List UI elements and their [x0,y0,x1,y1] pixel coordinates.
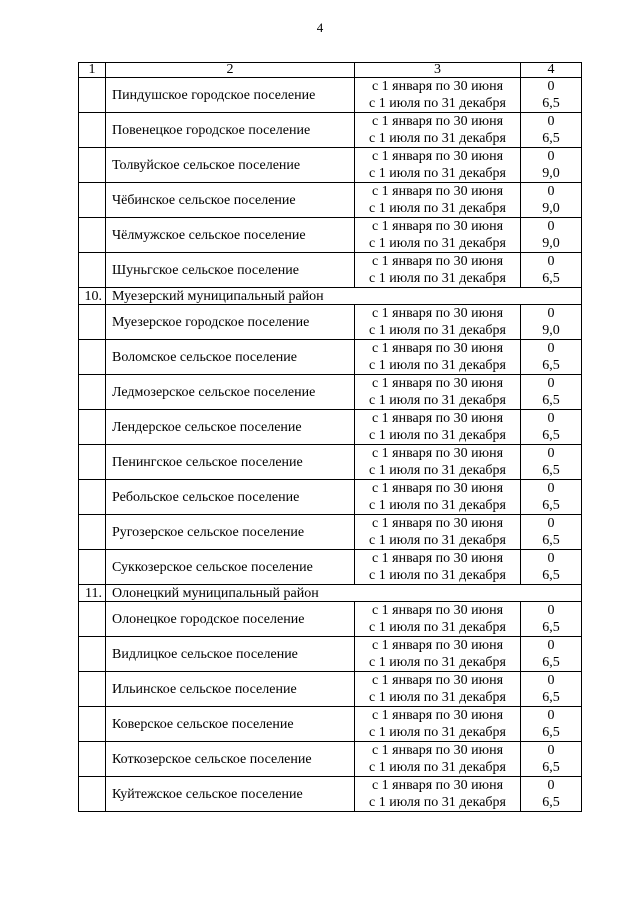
settlement-name: Чёбинское сельское поселение [106,183,355,218]
settlement-name: Чёлмужское сельское поселение [106,218,355,253]
period-cell [355,777,521,812]
column-header-2: 2 [106,63,355,78]
value-first-half: 0 [547,778,555,793]
table-body [79,63,582,812]
period-second-half: с 1 июля по 31 декабря [369,655,506,670]
row-number-cell [79,375,106,410]
period-first-half: с 1 января по 30 июня [371,254,504,269]
settlement-name: Муезерское городское поселение [106,305,355,340]
value-second-half: 6,5 [542,568,560,583]
row-number-cell [79,305,106,340]
value-first-half: 0 [547,743,555,758]
value-second-half: 6,5 [542,795,560,810]
row-number-cell [79,742,106,777]
row-number-cell [79,707,106,742]
value-second-half: 6,5 [542,725,560,740]
value-cell [521,777,582,812]
period-second-half: с 1 июля по 31 декабря [369,498,506,513]
value-second-half: 6,5 [542,620,560,635]
period-first-half: с 1 января по 30 июня [371,481,504,496]
value-cell [521,305,582,340]
value-cell [521,78,582,113]
period-first-half: с 1 января по 30 июня [371,114,504,129]
settlement-name: Ледмозерское сельское поселение [106,375,355,410]
period-cell [355,515,521,550]
value-second-half: 6,5 [542,428,560,443]
value-first-half: 0 [547,446,555,461]
row-number-cell [79,515,106,550]
settlement-name: Видлицкое сельское поселение [106,637,355,672]
table-row [79,218,582,253]
settlement-name: Олонецкое городское поселение [106,602,355,637]
value-second-half: 9,0 [542,236,560,251]
value-second-half: 6,5 [542,655,560,670]
settlement-name: Воломское сельское поселение [106,340,355,375]
settlement-name: Пенингское сельское поселение [106,445,355,480]
period-first-half: с 1 января по 30 июня [371,376,504,391]
district-number: 11. [79,585,106,602]
value-first-half: 0 [547,149,555,164]
column-header-4: 4 [521,63,582,78]
table-row [79,742,582,777]
period-second-half: с 1 июля по 31 декабря [369,568,506,583]
value-second-half: 6,5 [542,760,560,775]
row-number-cell [79,78,106,113]
value-second-half: 6,5 [542,96,560,111]
value-second-half: 6,5 [542,393,560,408]
value-first-half: 0 [547,411,555,426]
period-first-half: с 1 января по 30 июня [371,603,504,618]
page-number: 4 [316,20,324,35]
column-header-3: 3 [355,63,521,78]
table-row [79,253,582,288]
value-cell [521,602,582,637]
period-first-half: с 1 января по 30 июня [371,446,504,461]
period-second-half: с 1 июля по 31 декабря [369,393,506,408]
period-first-half: с 1 января по 30 июня [371,551,504,566]
column-header-1: 1 [79,63,106,78]
period-first-half: с 1 января по 30 июня [371,743,504,758]
value-first-half: 0 [547,341,555,356]
value-first-half: 0 [547,79,555,94]
period-second-half: с 1 июля по 31 декабря [369,96,506,111]
period-first-half: с 1 января по 30 июня [371,673,504,688]
value-second-half: 6,5 [542,131,560,146]
value-first-half: 0 [547,708,555,723]
row-number-cell [79,550,106,585]
row-number-cell [79,672,106,707]
period-cell [355,550,521,585]
table-row [79,340,582,375]
row-number-cell [79,445,106,480]
period-second-half: с 1 июля по 31 декабря [369,236,506,251]
table-row [79,480,582,515]
value-first-half: 0 [547,481,555,496]
settlement-name: Ругозерское сельское поселение [106,515,355,550]
period-first-half: с 1 января по 30 июня [371,79,504,94]
table-row [79,515,582,550]
value-first-half: 0 [547,516,555,531]
period-first-half: с 1 января по 30 июня [371,638,504,653]
value-first-half: 0 [547,184,555,199]
value-first-half: 0 [547,603,555,618]
period-first-half: с 1 января по 30 июня [371,708,504,723]
table-row [79,550,582,585]
settlement-name: Лендерское сельское поселение [106,410,355,445]
value-cell [521,637,582,672]
period-cell [355,113,521,148]
row-number-cell [79,253,106,288]
period-first-half: с 1 января по 30 июня [371,516,504,531]
period-second-half: с 1 июля по 31 декабря [369,428,506,443]
value-cell [521,445,582,480]
settlement-name: Повенецкое городское поселение [106,113,355,148]
value-cell [521,672,582,707]
value-cell [521,550,582,585]
row-number-cell [79,218,106,253]
table-row [79,183,582,218]
value-second-half: 9,0 [542,323,560,338]
value-first-half: 0 [547,376,555,391]
settlement-name: Шуньгское сельское поселение [106,253,355,288]
period-second-half: с 1 июля по 31 декабря [369,358,506,373]
period-second-half: с 1 июля по 31 декабря [369,131,506,146]
period-cell [355,672,521,707]
value-second-half: 6,5 [542,463,560,478]
value-cell [521,340,582,375]
value-cell [521,183,582,218]
period-second-half: с 1 июля по 31 декабря [369,795,506,810]
period-cell [355,253,521,288]
table-row [79,113,582,148]
value-first-half: 0 [547,306,555,321]
period-second-half: с 1 июля по 31 декабря [369,533,506,548]
row-number-cell [79,602,106,637]
row-number-cell [79,148,106,183]
row-number-cell [79,777,106,812]
row-number-cell [79,637,106,672]
period-cell [355,707,521,742]
table-row [79,410,582,445]
tariff-table [78,62,582,812]
value-second-half: 6,5 [542,533,560,548]
period-cell [355,148,521,183]
period-cell [355,602,521,637]
settlement-name: Коткозерское сельское поселение [106,742,355,777]
table-row [79,777,582,812]
table-row [79,445,582,480]
period-cell [355,410,521,445]
value-cell [521,148,582,183]
value-second-half: 6,5 [542,271,560,286]
table-row [79,672,582,707]
value-second-half: 6,5 [542,690,560,705]
value-cell [521,218,582,253]
period-second-half: с 1 июля по 31 декабря [369,760,506,775]
settlement-name: Ребольское сельское поселение [106,480,355,515]
value-cell [521,480,582,515]
value-second-half: 6,5 [542,358,560,373]
period-second-half: с 1 июля по 31 декабря [369,166,506,181]
value-cell [521,410,582,445]
value-cell [521,515,582,550]
district-row [79,288,582,305]
table-row [79,637,582,672]
period-cell [355,480,521,515]
row-number-cell [79,410,106,445]
settlement-name: Толвуйское сельское поселение [106,148,355,183]
period-second-half: с 1 июля по 31 декабря [369,463,506,478]
row-number-cell [79,480,106,515]
period-first-half: с 1 января по 30 июня [371,184,504,199]
period-second-half: с 1 июля по 31 декабря [369,690,506,705]
table-row [79,305,582,340]
district-name: Муезерский муниципальный район [106,288,582,305]
period-first-half: с 1 января по 30 июня [371,778,504,793]
value-cell [521,707,582,742]
period-first-half: с 1 января по 30 июня [371,149,504,164]
period-first-half: с 1 января по 30 июня [371,306,504,321]
value-first-half: 0 [547,551,555,566]
value-second-half: 9,0 [542,201,560,216]
value-first-half: 0 [547,673,555,688]
period-cell [355,375,521,410]
period-first-half: с 1 января по 30 июня [371,341,504,356]
value-first-half: 0 [547,114,555,129]
row-number-cell [79,183,106,218]
table-row [79,148,582,183]
period-first-half: с 1 января по 30 июня [371,219,504,234]
period-first-half: с 1 января по 30 июня [371,411,504,426]
settlement-name: Суккозерское сельское поселение [106,550,355,585]
period-cell [355,183,521,218]
period-cell [355,340,521,375]
district-name: Олонецкий муниципальный район [106,585,582,602]
value-cell [521,742,582,777]
value-first-half: 0 [547,638,555,653]
period-second-half: с 1 июля по 31 декабря [369,725,506,740]
period-second-half: с 1 июля по 31 декабря [369,271,506,286]
period-cell [355,78,521,113]
period-second-half: с 1 июля по 31 декабря [369,201,506,216]
settlement-name: Куйтежское сельское поселение [106,777,355,812]
settlement-name: Пиндушское городское поселение [106,78,355,113]
period-cell [355,445,521,480]
table-row [79,707,582,742]
value-cell [521,113,582,148]
table-row [79,602,582,637]
value-first-half: 0 [547,254,555,269]
period-cell [355,218,521,253]
period-second-half: с 1 июля по 31 декабря [369,620,506,635]
period-second-half: с 1 июля по 31 декабря [369,323,506,338]
table-row [79,375,582,410]
row-number-cell [79,340,106,375]
settlement-name: Коверское сельское поселение [106,707,355,742]
value-first-half: 0 [547,219,555,234]
period-cell [355,742,521,777]
row-number-cell [79,113,106,148]
settlement-name: Ильинское сельское поселение [106,672,355,707]
value-second-half: 9,0 [542,166,560,181]
period-cell [355,637,521,672]
period-cell [355,305,521,340]
value-cell [521,253,582,288]
table-header-row [79,63,582,78]
value-cell [521,375,582,410]
district-number: 10. [79,288,106,305]
value-second-half: 6,5 [542,498,560,513]
table-row [79,78,582,113]
district-row [79,585,582,602]
